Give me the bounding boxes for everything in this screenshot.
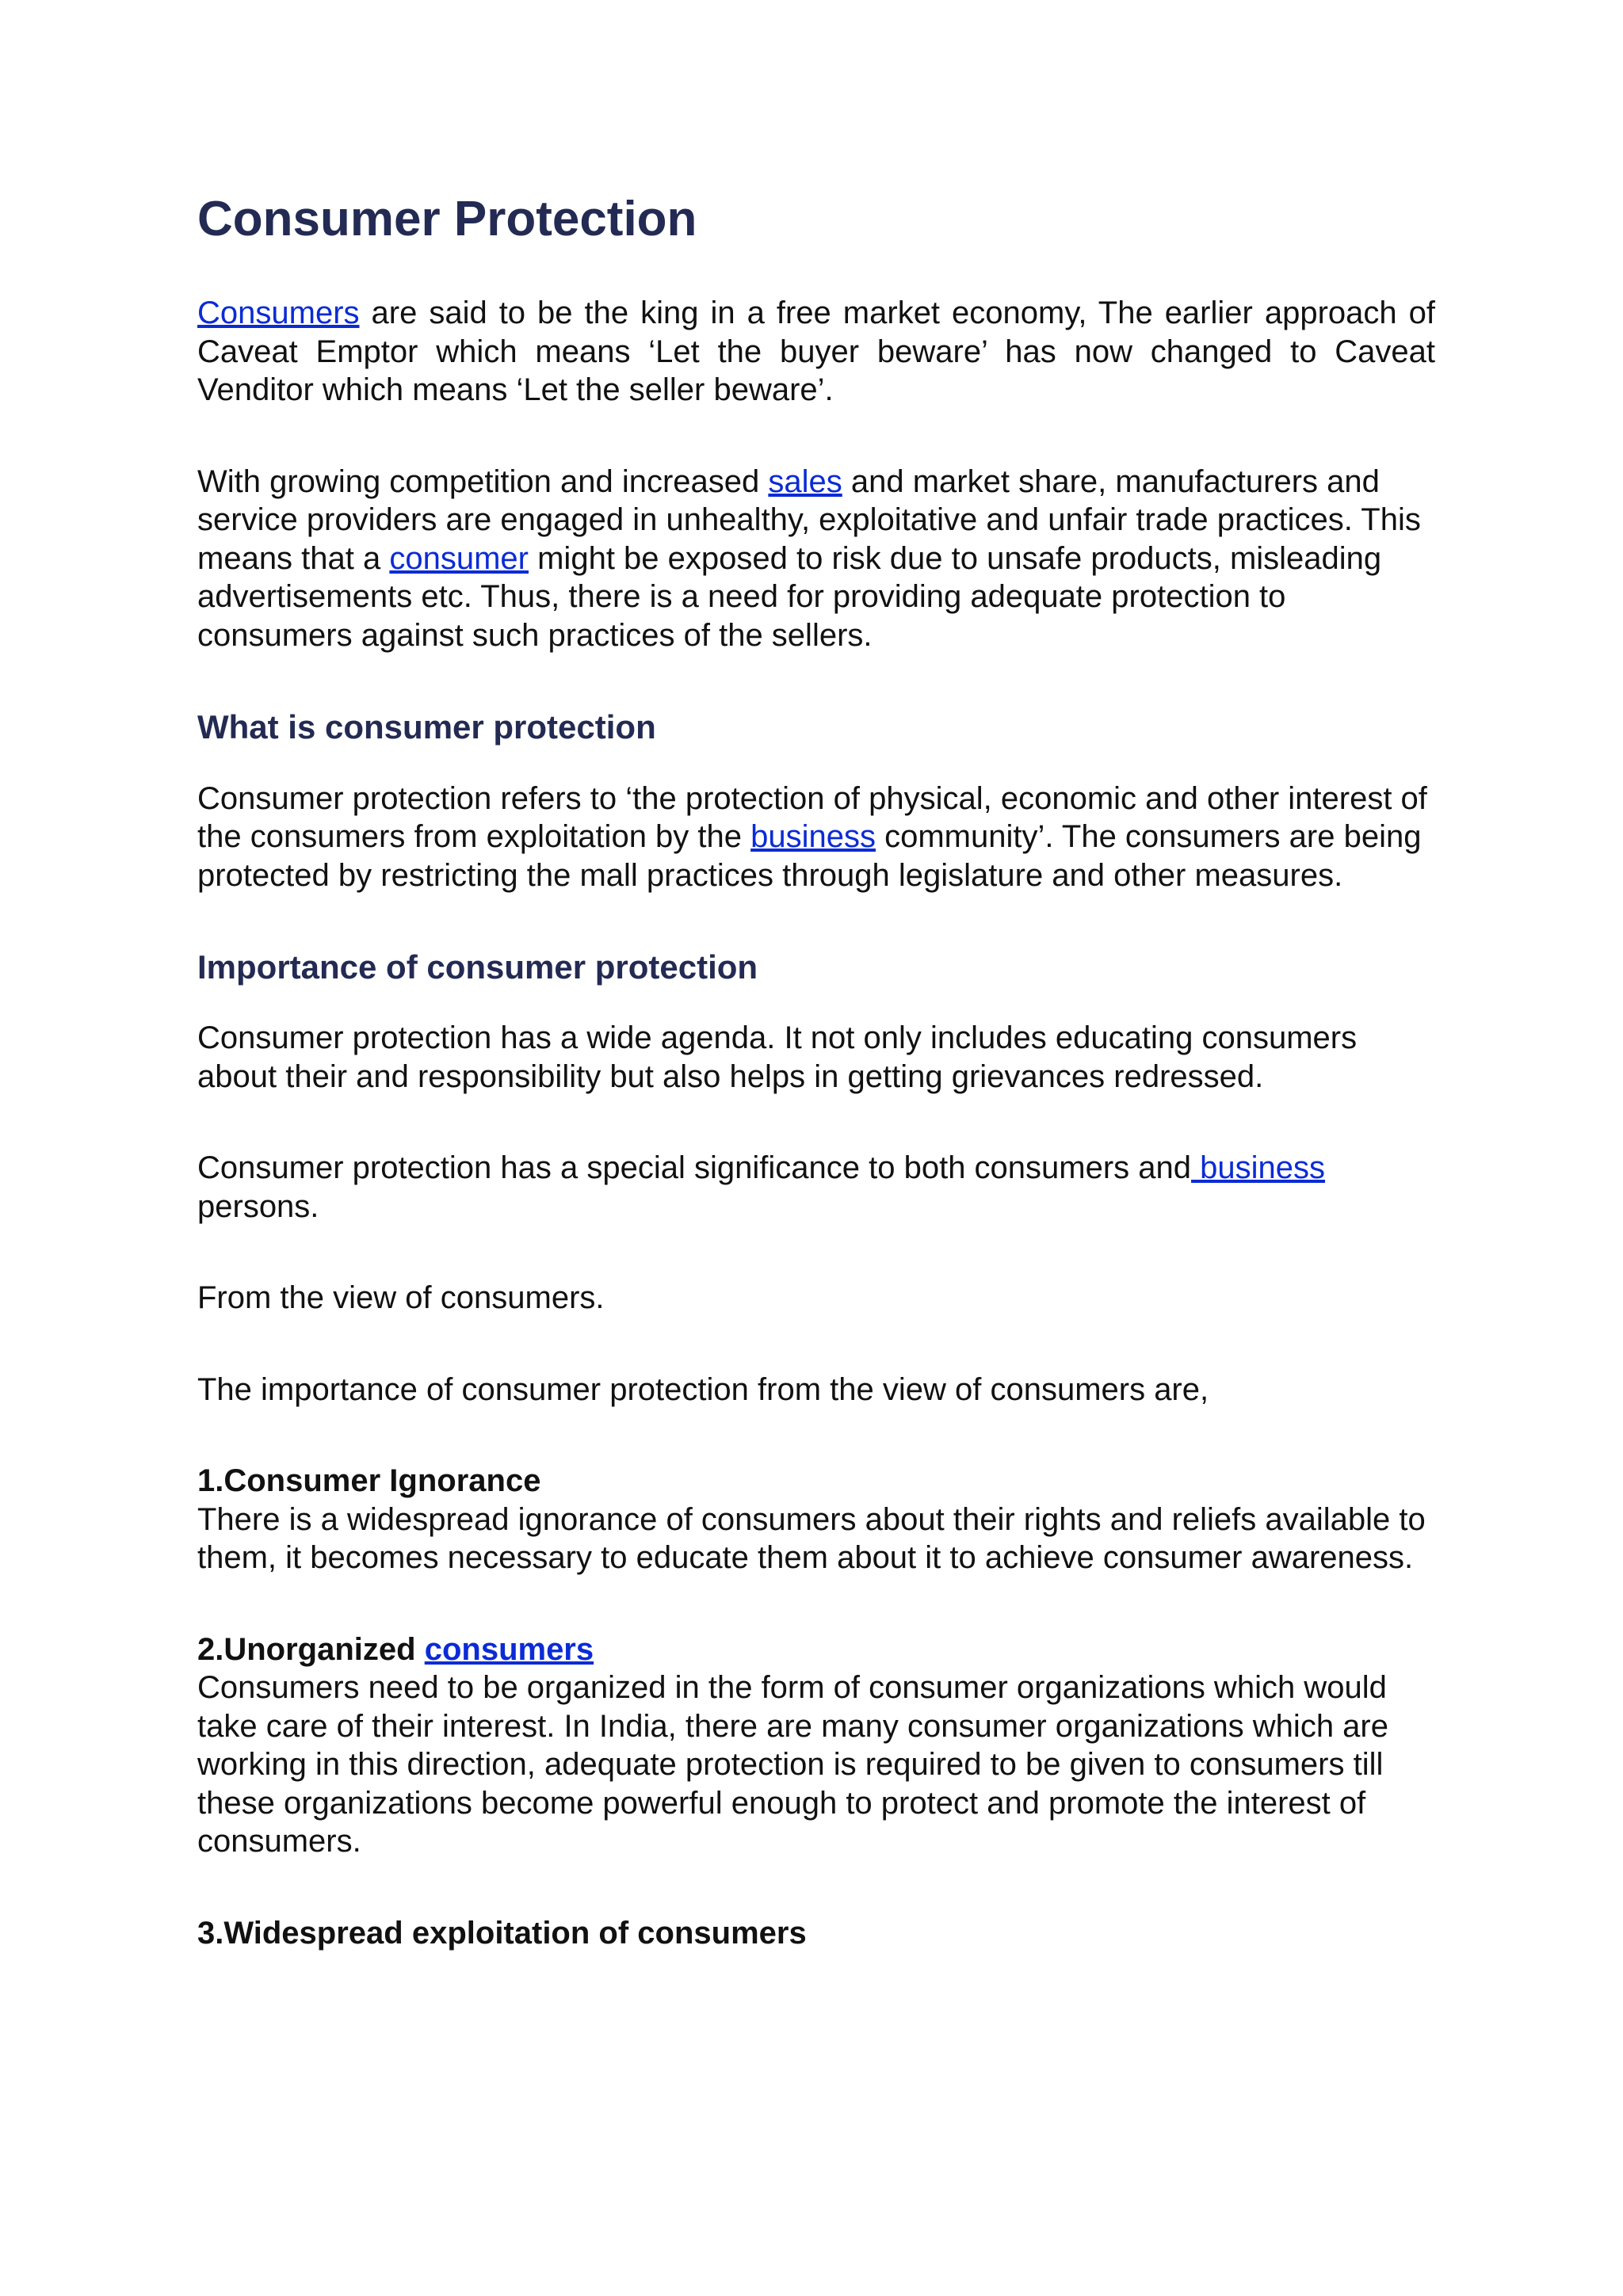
importance-heading: Importance of consumer protection: [197, 948, 758, 986]
what-heading: What is consumer protection: [197, 708, 656, 746]
list-item-1: [197, 1462, 1435, 1577]
consumer-link[interactable]: consumer: [389, 540, 529, 576]
consumers-link[interactable]: Consumers: [197, 296, 360, 331]
list-item-title: 3.Widespread exploitation of consumers: [197, 1915, 807, 1951]
list-item-title: [197, 1630, 1435, 1669]
list-item-3: [197, 1914, 1435, 1953]
intro-paragraph: [197, 294, 1435, 410]
competition-text-1: With growing competition and increased: [197, 463, 769, 499]
what-text-1: Consumer protection refers to ‘the protection of physical, economic and other interest of the consumers from exploitation by the: [197, 780, 1427, 855]
importance-intro: The importance of consumer protection from the view of consumers are,: [197, 1371, 1209, 1407]
competition-text-2: and market share, manufacturers and service providers are engaged in unhealthy, exploitative and unfair trade practices. This means that a: [197, 463, 1421, 576]
competition-text-3: might be exposed to risk due to unsafe products, misleading advertisements etc. Thus, there is a need for providing adequate protection to consumers against such practices of the sellers.: [197, 540, 1382, 653]
consumers-link-2[interactable]: consumers: [424, 1631, 594, 1667]
intro-text: are said to be the king in a free market economy, The earlier approach of Caveat Emptor which means ‘Let the buyer beware’ has now changed to Caveat Venditor which means ‘Let the seller beware’.: [197, 296, 1435, 408]
what-text-2: community’. The consumers are being protected by restricting the mall practices through legislature and other measures.: [197, 819, 1422, 893]
importance-paragraph-1: Consumer protection has a wide agenda. It not only includes educating consumers about their and responsibility but also helps in getting grievances redressed.: [197, 1020, 1358, 1094]
business-link-2[interactable]: business: [1191, 1150, 1326, 1186]
list-item-text: Consumers need to be organized in the form of consumer organizations which would take care of their interest. In India, there are many consumer organizations which are working in this direction, adequate protection is required to be given to consumers till these organizations become powerful enough to protect and promote the interest of consumers.: [197, 1670, 1388, 1859]
business-link[interactable]: business: [750, 819, 876, 855]
competition-paragraph: [197, 463, 1435, 655]
list-item-text: There is a widespread ignorance of consumers about their rights and reliefs available to them, it becomes necessary to educate them about it to achieve consumer awareness.: [197, 1501, 1426, 1576]
importance-text-1: Consumer protection has a special significance to both consumers and: [197, 1150, 1192, 1186]
page-title: Consumer Protection: [197, 192, 697, 246]
view-line: From the view of consumers.: [197, 1280, 605, 1316]
list-item-2: [197, 1630, 1435, 1861]
what-paragraph: [197, 780, 1435, 895]
importance-text-2: persons.: [197, 1188, 319, 1224]
importance-paragraph-2: [197, 1149, 1435, 1226]
list-item-title: 1.Consumer Ignorance: [197, 1463, 541, 1499]
sales-link[interactable]: sales: [768, 463, 842, 499]
document-page: [197, 193, 1435, 1952]
list-item-title-text: 2.Unorganized: [197, 1631, 425, 1667]
